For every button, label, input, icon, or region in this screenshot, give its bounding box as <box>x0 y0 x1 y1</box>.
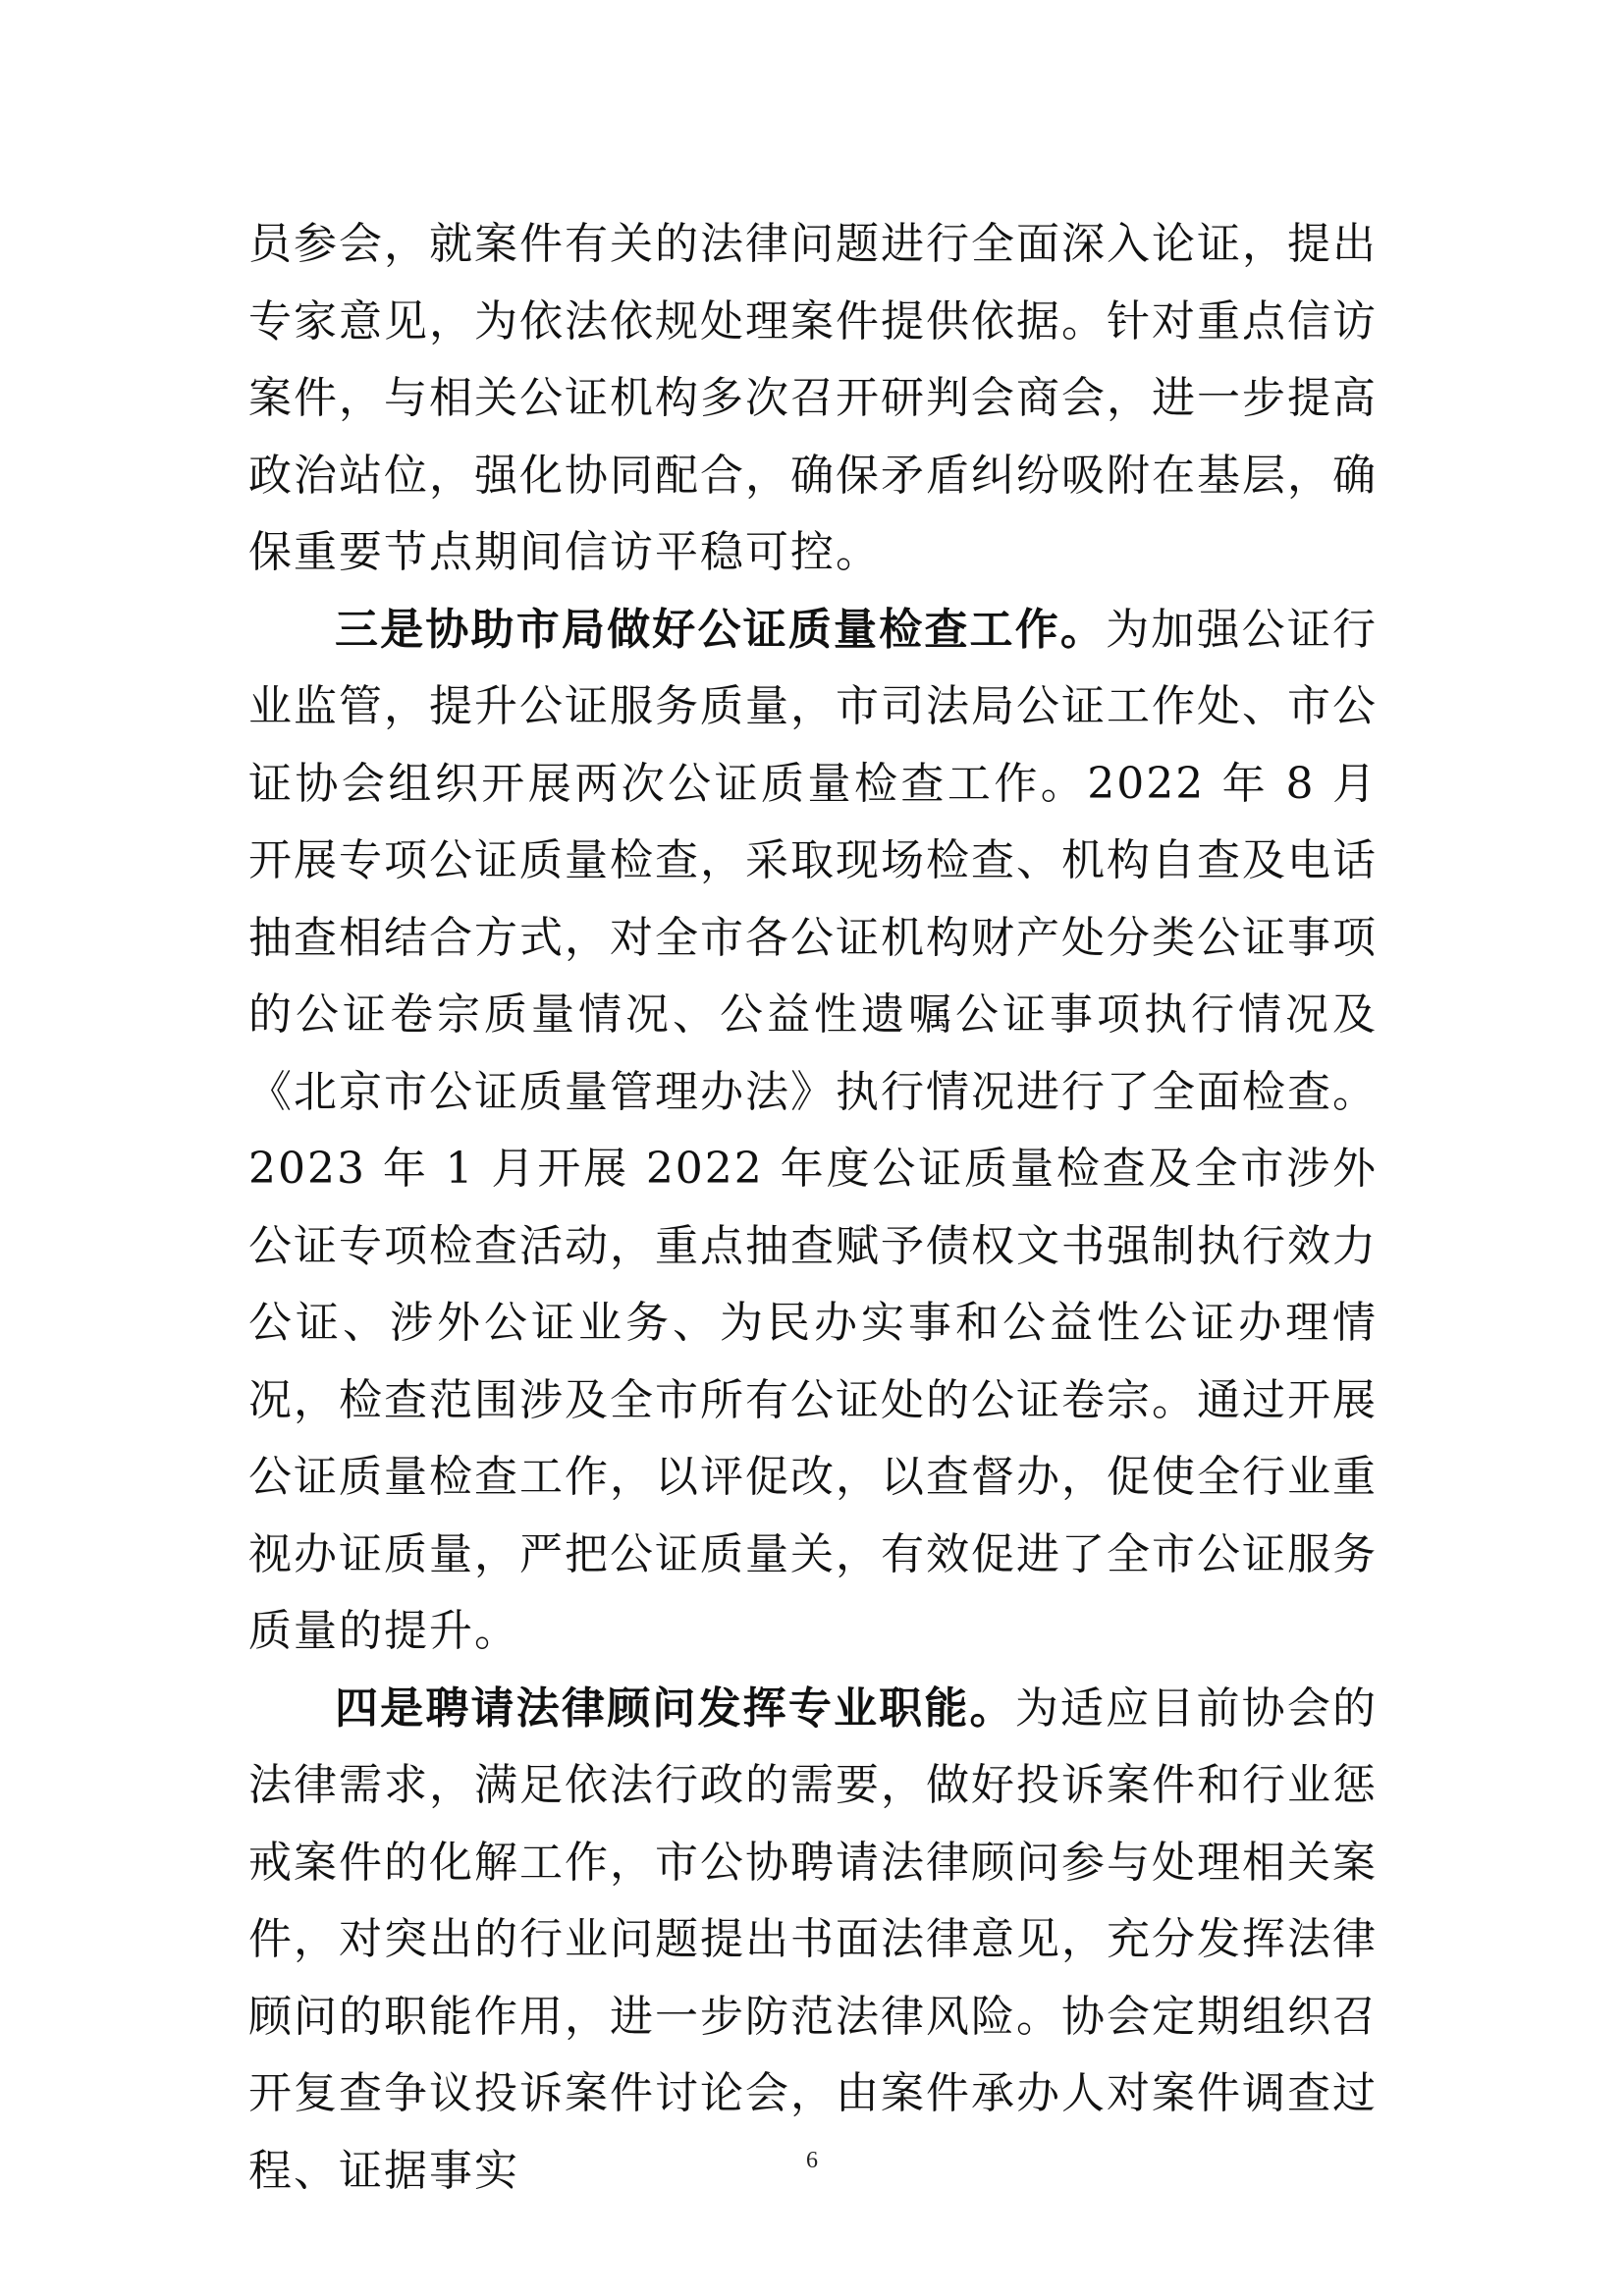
page-number: 6 <box>806 2148 818 2173</box>
paragraph-text: 为加强公证行业监管，提升公证服务质量，市司法局公证工作处、市公证协会组织开展两次公证质量检查工作。2022 年 8 月开展专项公证质量检查，采取现场检查、机构自查及电话抽查相结合方式，对全市各公证机构财产处分类公证事项的公证卷宗质量情况、公益性遗嘱公证事项执行情况及《北京市公证质量管理办法》执行情况进行了全面检查。2023 年 1 月开展 2022 年度公证质量检查及全市涉外公证专项检查活动，重点抽查赋予债权文书强制执行效力公证、涉外公证业务、为民办实事和公益性公证办理情况，检查范围涉及全市所有公证处的公证卷宗。通过开展公证质量检查工作，以评促改，以查督办，促使全行业重视办证质量，严把公证质量关，有效促进了全市公证服务质量的提升。 <box>248 604 1379 1656</box>
paragraph-quality-inspection <box>248 592 1378 1671</box>
paragraph-legal-counsel <box>248 1671 1378 2211</box>
paragraph-lead: 三是协助市局做好公证质量检查工作。 <box>335 604 1107 655</box>
paragraph-text: 员参会，就案件有关的法律问题进行全面深入论证，提出专家意见，为依法依规处理案件提供依据。针对重点信访案件，与相关公证机构多次召开研判会商会，进一步提高政治站位，强化协同配合，确保矛盾纠纷吸附在基层，确保重要节点期间信访平稳可控。 <box>248 219 1378 577</box>
paragraph-continuation <box>248 206 1378 592</box>
paragraph-lead: 四是聘请法律顾问发挥专业职能。 <box>335 1682 1015 1734</box>
body-text <box>248 206 1378 2210</box>
paragraph-text: 为适应目前协会的法律需求，满足依法行政的需要，做好投诉案件和行业惩戒案件的化解工作，市公协聘请法律顾问参与处理相关案件，对突出的行业问题提出书面法律意见，充分发挥法律顾问的职能作用，进一步防范法律风险。协会定期组织召开复查争议投诉案件讨论会，由案件承办人对案件调查过程、证据事实 <box>248 1682 1379 2196</box>
